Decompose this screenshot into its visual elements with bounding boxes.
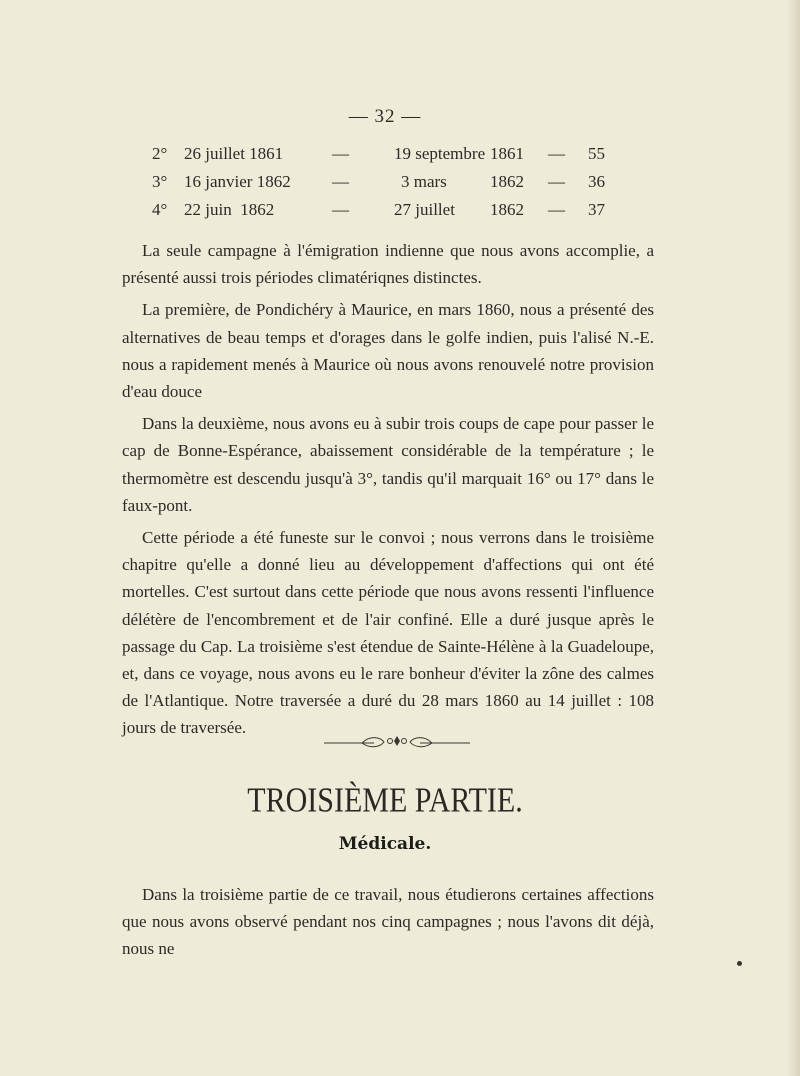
day-count: 36: [588, 172, 605, 191]
day-count: 55: [588, 144, 605, 163]
paragraph: Cette période a été funeste sur le convoi ; nous verrons dans le troisième chapitre qu'elle a donné lieu au développement d'affections qui ont été mortelles. C'est surtout dans cette période que nous avons ressenti l'influence délétère de l'encombrement et de l'air confiné. Elle a duré jusque après le passage du Cap. La troisième s'est étendue de Sainte-Hélène à la Guadeloupe, et, dans ce voyage, nous avons eu le rare bonheur d'éviter la zône des calmes de l'Atlantique. Notre traversée a duré du 28 mars 1860 au 14 juillet : 108 jours de traversée.: [122, 528, 654, 738]
dash: —: [332, 200, 349, 219]
end-year: 1862: [490, 172, 524, 191]
paragraph: La seule campagne à l'émigration indienne que nous avons accomplie, a présenté aussi trois périodes climatériqnes distinctes.: [122, 241, 654, 288]
day-count: 37: [588, 200, 605, 219]
end-date: 19 septembre: [394, 144, 486, 163]
row-number: 3°: [152, 172, 168, 191]
row-number: 2°: [152, 144, 168, 163]
paragraph: La première, de Pondichéry à Maurice, en mars 1860, nous a présenté des alternatives de beau temps et d'orages dans le golfe indien, puis l'alisé N.-E. nous a rapidement menés à Maurice où nous avons renouvelé notre provision d'eau douce: [122, 300, 654, 402]
dash: —: [548, 144, 565, 163]
end-year: 1862: [490, 200, 524, 219]
voyage-periods-table: [0, 140, 800, 224]
start-date: 22 juin 1862: [184, 200, 275, 219]
table-row: [0, 140, 800, 168]
table-row: [0, 196, 800, 224]
start-date: 26 juillet 1861: [184, 144, 284, 163]
body-text: [122, 237, 654, 747]
end-date: 3 mars: [401, 172, 447, 191]
intro-text: [122, 881, 654, 968]
section-title: TROISIÈME PARTIE.: [247, 781, 523, 820]
table-row: [0, 168, 800, 196]
paragraph: Dans la deuxième, nous avons eu à subir trois coups de cape pour passer le cap de Bonne-Espérance, abaissement considérable de la température ; le thermomètre est descendu jusqu'à 3°, tandis qu'il marquait 16° ou 17° dans le faux-pont.: [122, 414, 654, 515]
end-year: 1861: [490, 144, 524, 163]
dash: —: [548, 172, 565, 191]
paragraph: Dans la troisième partie de ce travail, nous étudierons certaines affections que nous avons observé pendant nos cinq campagnes ; nous l'avons dit déjà, nous ne: [122, 885, 654, 959]
dash: —: [332, 144, 349, 163]
ink-speck: [737, 961, 742, 966]
page-number: — 32 —: [348, 106, 422, 127]
fleuron-ornament: [322, 727, 472, 757]
start-date: 16 janvier 1862: [184, 172, 291, 191]
section-subtitle: Médicale.: [338, 834, 432, 854]
dash: —: [548, 200, 565, 219]
dash: —: [332, 172, 349, 191]
row-number: 4°: [152, 200, 168, 219]
end-date: 27 juillet: [394, 200, 455, 219]
